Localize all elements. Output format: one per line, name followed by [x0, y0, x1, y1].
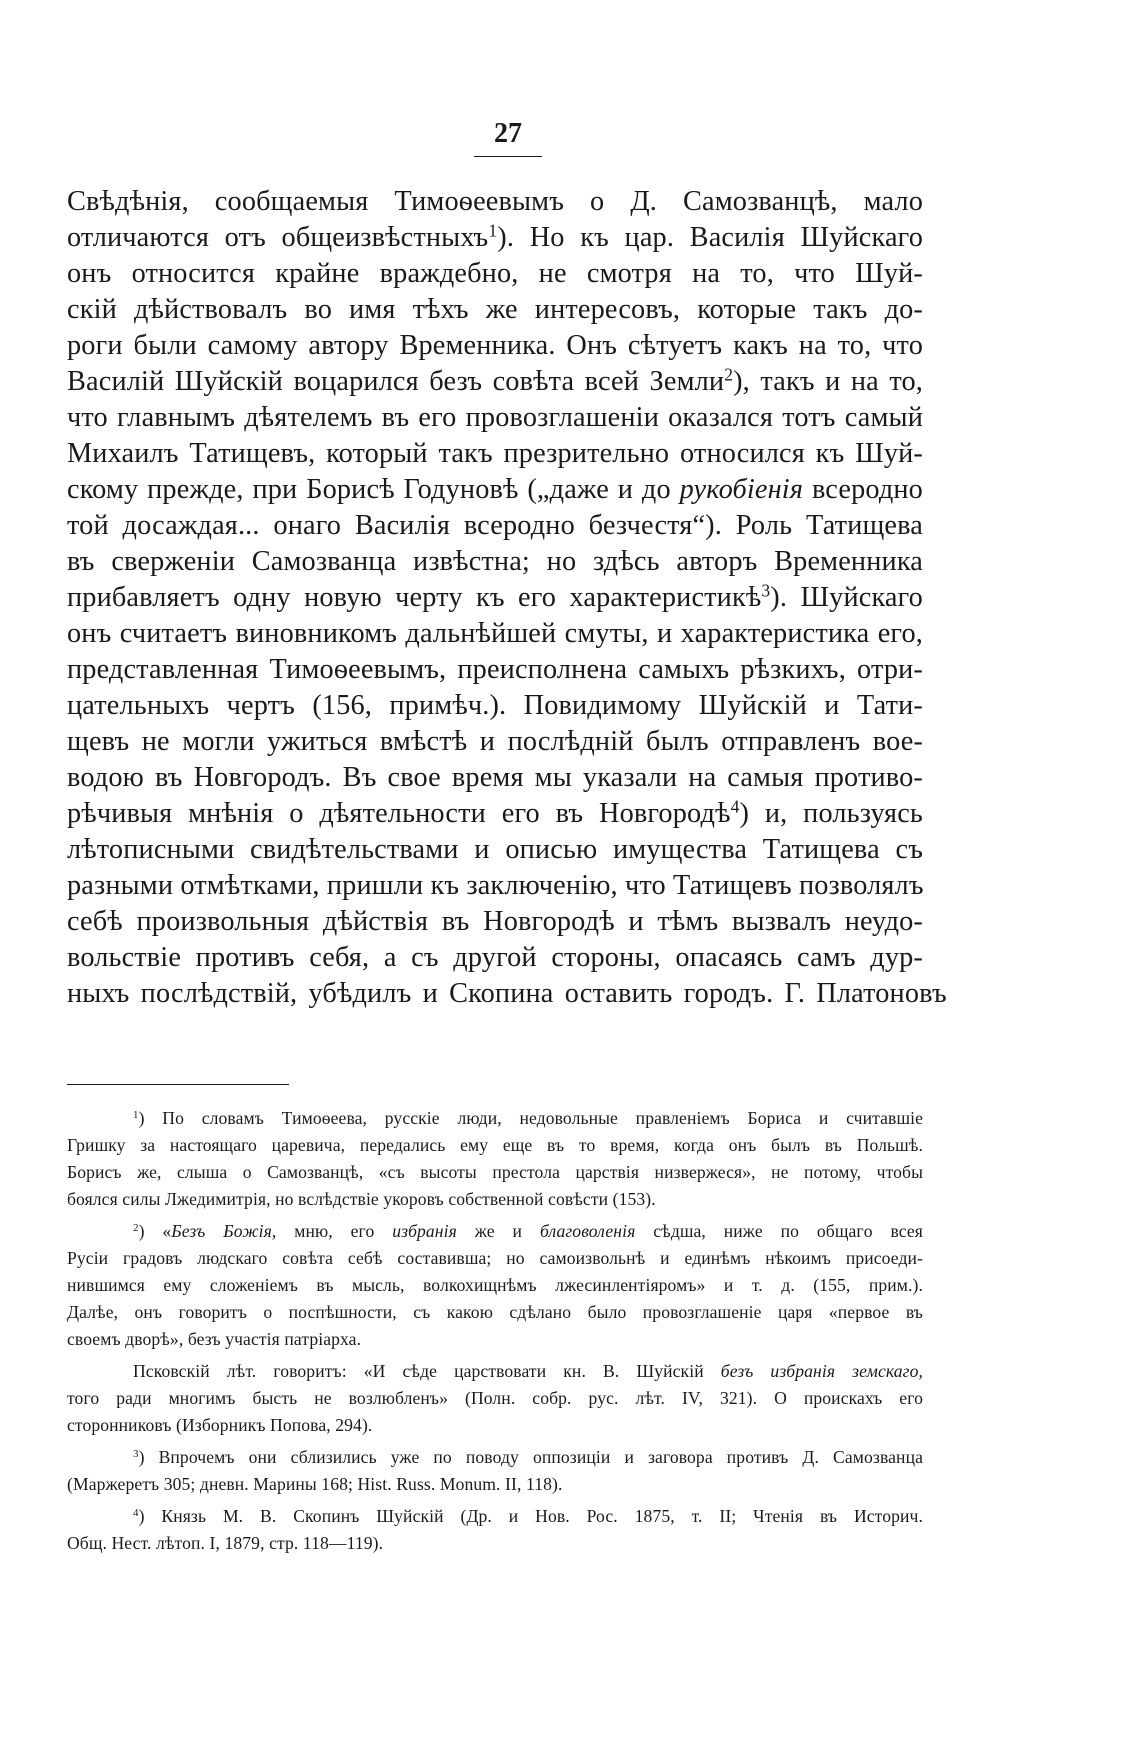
- body-line: себѣ произвольныя дѣйствія въ Новгородѣ и тѣмъ вызвалъ неудо-: [67, 906, 923, 937]
- footnote-text: сѣдша, ниже по общагo всея: [635, 1221, 923, 1241]
- page-number: 27: [494, 118, 522, 149]
- body-line: той досаждая... онаго Василія всеродно безчестя“). Роль Татищева: [67, 510, 923, 541]
- body-text: отличаются отъ общеизвѣстныхъ: [67, 222, 489, 253]
- page-number-rule: [474, 156, 542, 157]
- body-line: Свѣдѣнія, сообщаемыя Тимоѳеевымъ о Д. Самозванцѣ, мало: [67, 186, 923, 217]
- body-text: ). Но къ цар. Василія Шуйскаго: [497, 222, 924, 253]
- footnote-text: же и: [456, 1221, 540, 1241]
- footnote-separator: [67, 1084, 289, 1085]
- footnote-text: ) По словамъ Тимоѳеева, русскіе люди, недовольные правленіемъ Бориса и считавшіе: [138, 1108, 923, 1128]
- body-line: водою въ Новгородъ. Въ свое время мы указали на самыя противо-: [67, 762, 923, 793]
- body-text: прибавляетъ одну новую черту къ его характеристикѣ: [67, 582, 762, 613]
- footnote-text: ) Князь М. В. Скопинъ Шуйскій (Др. и Нов. Рос. 1875, т. II; Чтенія въ Историч.: [138, 1506, 923, 1526]
- body-line: представленная Тимоѳеевымъ, преисполнена самыхъ рѣзкихъ, отри-: [67, 654, 923, 685]
- footnote-line: [67, 1218, 923, 1245]
- body-line: вольствіе противъ себя, а съ другой стороны, опасаясь самъ дур-: [67, 942, 923, 973]
- footnote-marker: 3: [133, 1448, 139, 1460]
- body-text: всеродно: [803, 474, 923, 505]
- body-line: [67, 220, 923, 256]
- footnote-ref: 3: [761, 580, 771, 601]
- body-line: въ сверженіи Самозванца извѣстна; но здѣсь авторъ Временника: [67, 546, 923, 577]
- footnote-line: боялся силы Лжедимитрія, но вслѣдствіе укоровъ собственной совѣсти (153).: [67, 1189, 656, 1209]
- footnote-line: Общ. Нест. лѣтоп. I, 1879, стр. 118—119).: [67, 1533, 384, 1553]
- footnote-line: сторонниковъ (Изборникъ Попова, 294).: [67, 1415, 373, 1435]
- footnote-ref: 4: [730, 796, 740, 817]
- body-line: цательныхъ чертъ (156, примѣч.). Повидимому Шуйскій и Тати-: [67, 690, 923, 721]
- body-line: [67, 472, 923, 508]
- footnote-marker: 4: [133, 1507, 139, 1519]
- body-text: ) и, пользуясь: [739, 798, 923, 829]
- body-line: что главнымъ дѣятелемъ въ его провозглашеніи оказался тотъ самый: [67, 402, 923, 433]
- footnote-text: ) «: [138, 1221, 172, 1241]
- footnote-line: своемъ дворѣ», безъ участія патріарха.: [67, 1329, 362, 1349]
- footnote-line: Борисъ же, слыша о Самозванцѣ, «съ высоты престола царствія низвержеся», не потому, чтобы: [67, 1162, 923, 1182]
- body-line: щевъ не могли ужиться вмѣстѣ и послѣдній былъ отправленъ вое-: [67, 726, 923, 757]
- body-line: скій дѣйствовалъ во имя тѣхъ же интересовъ, которые такъ до-: [67, 294, 923, 325]
- footnote-marker: 1: [133, 1109, 139, 1121]
- footnote-emphasis: Безъ Божія,: [171, 1221, 277, 1241]
- body-line: [67, 580, 923, 616]
- body-text: ). Шуйскаго: [770, 582, 923, 613]
- footnote-line: [67, 1358, 923, 1385]
- body-line: ныхъ послѣдствій, убѣдилъ и Скопина оставить городъ. Г. Платоновъ: [67, 978, 947, 1009]
- body-line: онъ считаетъ виновникомъ дальнѣйшей смуты, и характеристика его,: [67, 618, 923, 649]
- body-text: рѣчивыя мнѣнія о дѣятельности его въ Новгородѣ: [67, 798, 731, 829]
- body-line: разными отмѣтками, пришли къ заключенію, что Татищевъ позволялъ: [67, 870, 924, 901]
- footnote-line: [67, 1444, 923, 1471]
- footnote-line: Далѣе, онъ говоритъ о поспѣшности, съ какою сдѣлано было провозглашеніе царя «первое въ: [67, 1302, 923, 1322]
- body-line: онъ относится крайне враждебно, не смотря на то, что Шуй-: [67, 258, 923, 289]
- body-emphasis: рукобіенія: [679, 474, 804, 505]
- footnote-line: [67, 1105, 923, 1132]
- footnote-marker: 2: [133, 1222, 139, 1234]
- footnote-emphasis: безъ избранія земскаго,: [720, 1361, 924, 1381]
- footnote-ref: 2: [724, 364, 734, 385]
- footnote-emphasis: благоволенія: [539, 1221, 636, 1241]
- footnote-line: Русіи градовъ людскаго совѣта себѣ составивша; но самоизвольнѣ и единѣмъ нѣкоимъ присоеди-: [67, 1248, 923, 1268]
- body-line: роги были самому автору Временника. Онъ сѣтуетъ какъ на то, что: [67, 330, 923, 361]
- footnote-ref: 1: [488, 220, 498, 241]
- footnote-text: Псковскій лѣт. говоритъ: «И сѣде царствовати кн. В. Шуйскій: [133, 1361, 721, 1381]
- body-text: скому прежде, при Борисѣ Годуновѣ („даже и до: [67, 474, 680, 505]
- body-line: [67, 796, 923, 832]
- footnote-text: ) Впрочемъ они сблизились уже по поводу оппозиціи и заговора противъ Д. Самозванца: [138, 1447, 923, 1467]
- body-line: Михаилъ Татищевъ, который такъ презрительно относился къ Шуй-: [67, 438, 923, 469]
- body-line: лѣтописными свидѣтельствами и описью имущества Татищева съ: [67, 834, 923, 865]
- footnote-line: (Маржеретъ 305; дневн. Марины 168; Hist. Russ. Monum. II, 118).: [67, 1474, 563, 1494]
- body-text: ), такъ и на то,: [733, 366, 923, 397]
- body-text: Василій Шуйскій воцарился безъ совѣта всей Земли: [67, 366, 725, 397]
- footnote-line: того ради многимъ бысть не возлюбленъ» (Полн. собр. рус. лѣт. IV, 321). О проискахъ его: [67, 1388, 923, 1408]
- body-line: [67, 364, 923, 400]
- footnote-text: мню, его: [276, 1221, 393, 1241]
- footnote-line: [67, 1503, 923, 1530]
- footnote-line: Гришку за настоящаго царевича, передались ему еще въ то время, когда онъ былъ въ Польшѣ.: [67, 1135, 923, 1155]
- footnote-emphasis: избранія: [392, 1221, 457, 1241]
- footnote-line: нившимся ему сложеніемъ въ мысль, волкохищнѣмъ лжесинлентіяромъ» и т. д. (155, прим.).: [67, 1275, 923, 1295]
